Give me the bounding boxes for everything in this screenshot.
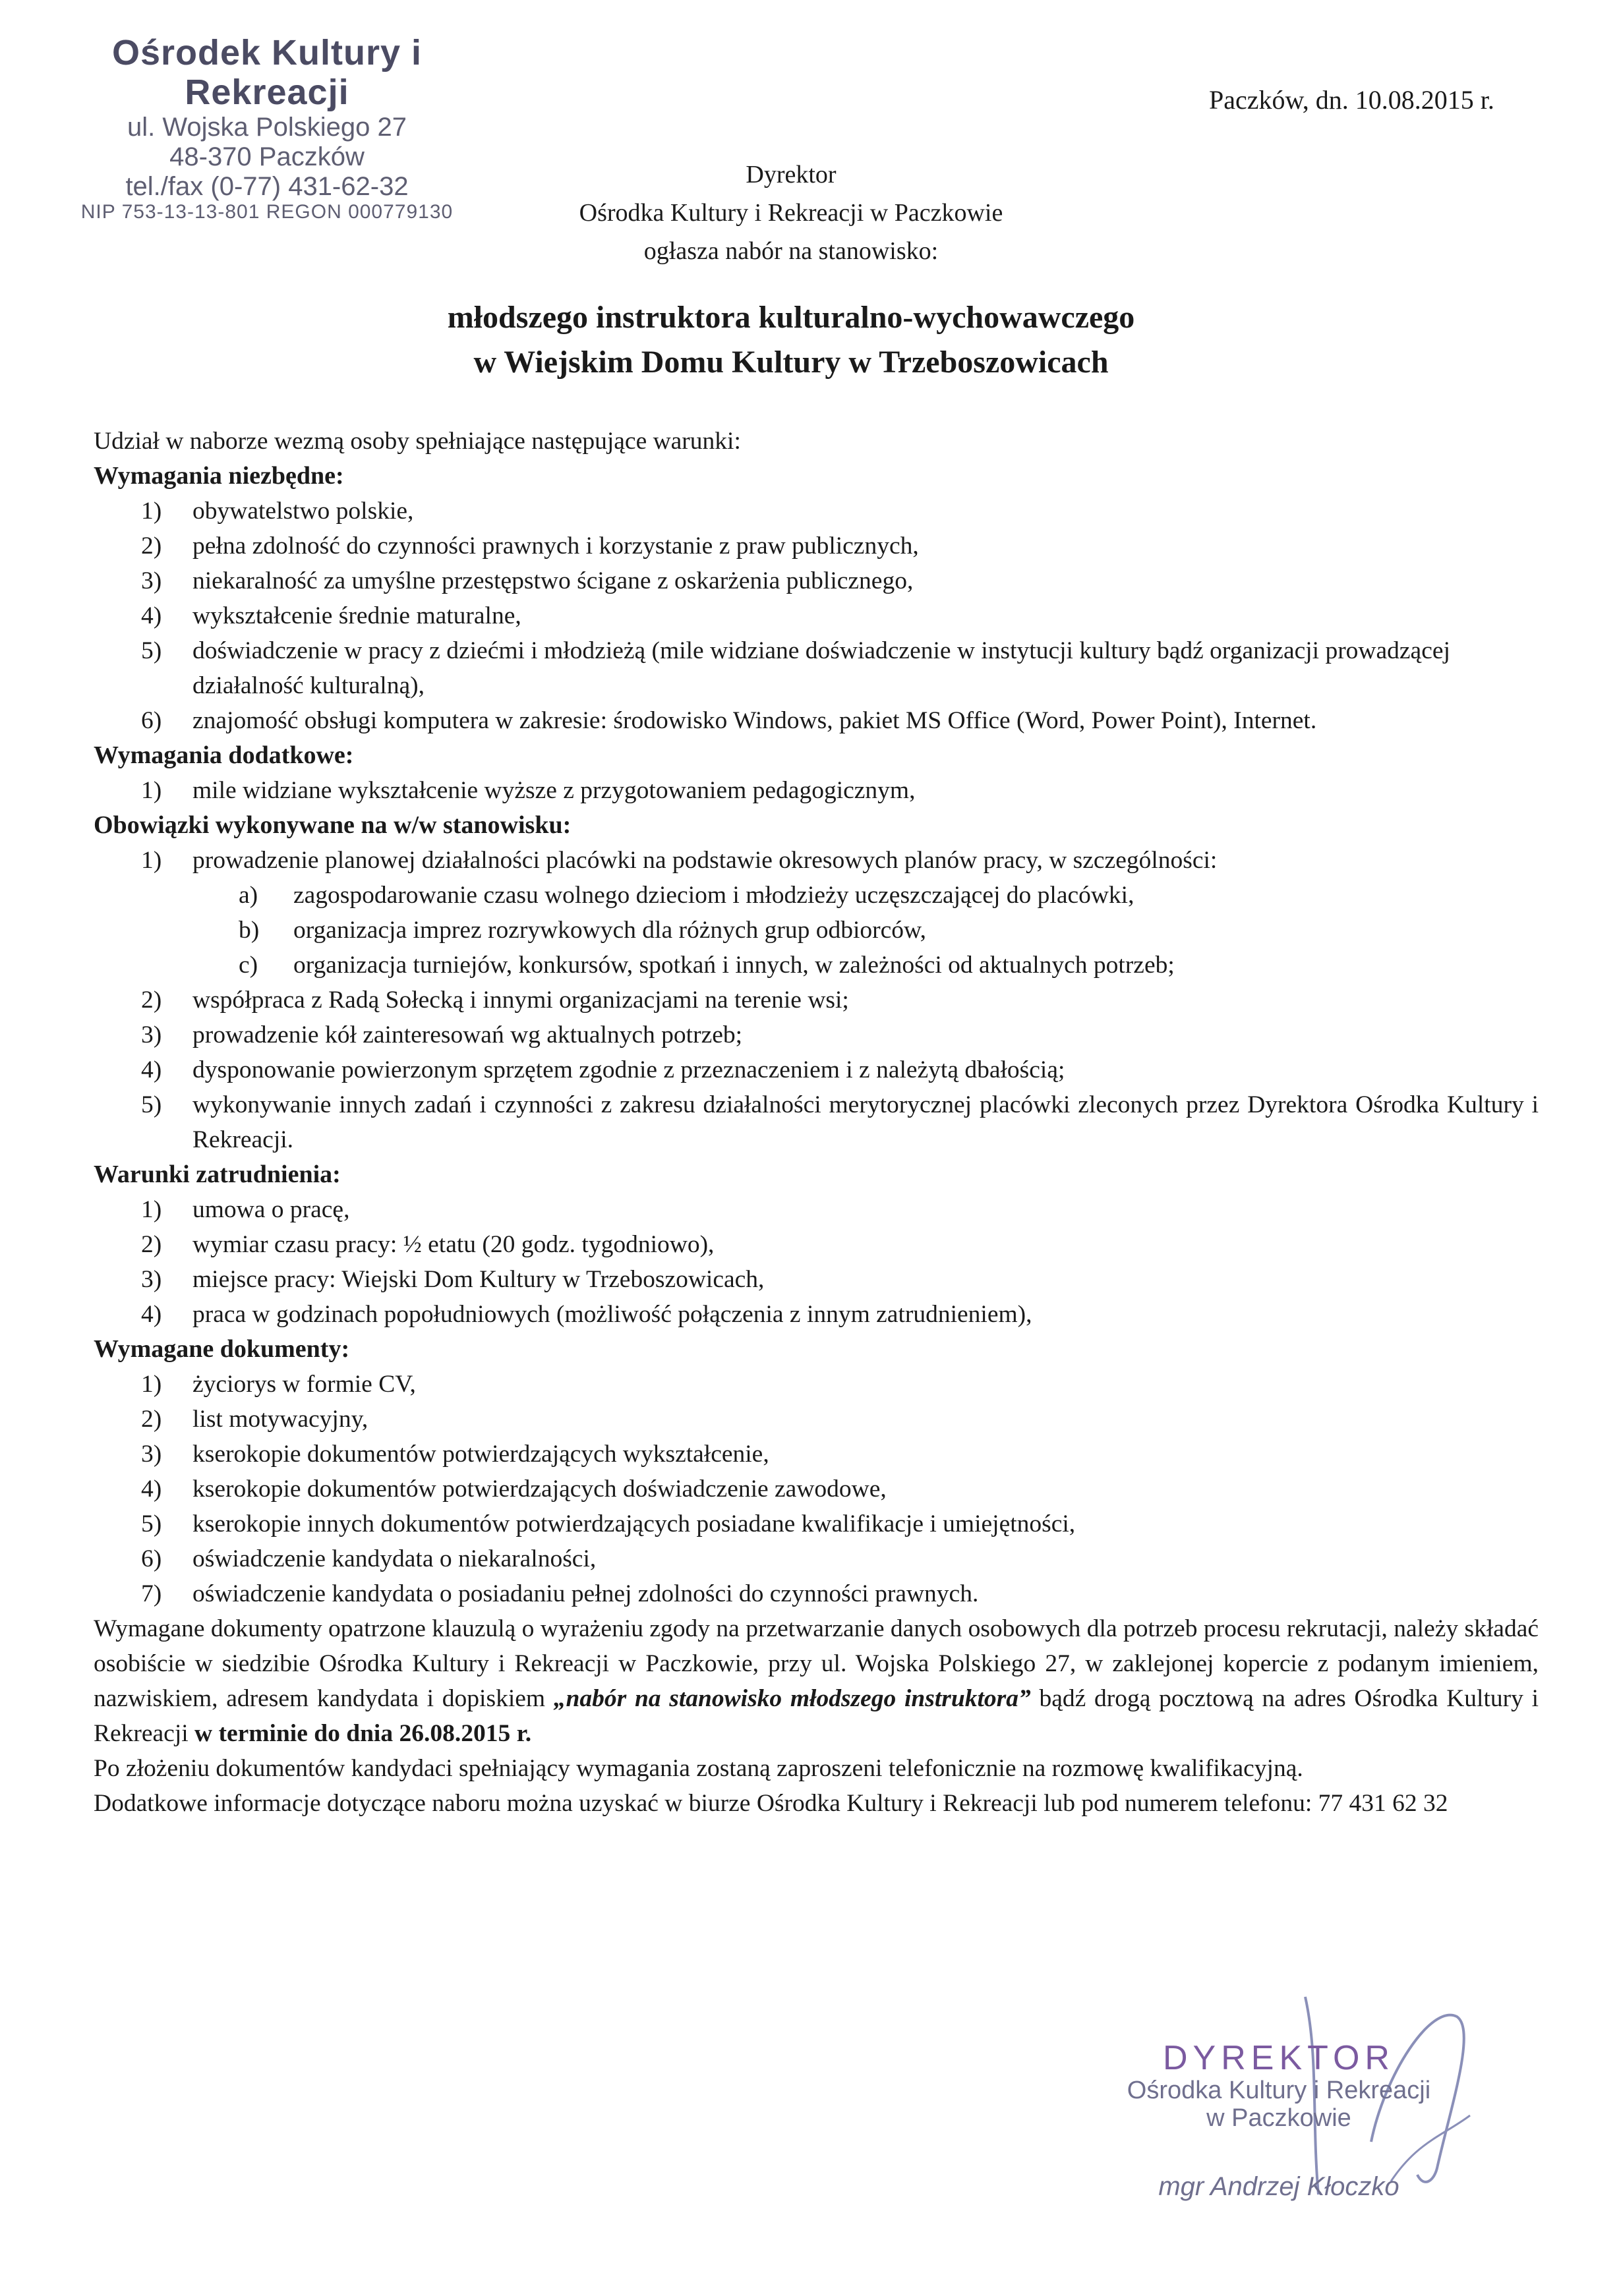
director-name: mgr Andrzej Kłoczko — [1158, 2171, 1399, 2201]
item-number: 2) — [141, 987, 162, 1014]
item-number: 3) — [141, 1441, 162, 1468]
list-item — [94, 1297, 1539, 1332]
item-text: list motywacyjny, — [192, 1406, 368, 1433]
item-number: 4) — [141, 1056, 162, 1083]
item-text: miejsce pracy: Wiejski Dom Kultury w Trzeboszowicach, — [192, 1266, 765, 1293]
item-number: 6) — [141, 707, 162, 734]
subitem-letter: c) — [239, 952, 258, 979]
required-list — [94, 494, 1539, 738]
list-item — [94, 773, 1539, 808]
duties-list-continued — [94, 983, 1539, 1157]
item-number: 3) — [141, 1021, 162, 1048]
subitem-text: organizacja turniejów, konkursów, spotkań i innych, w zależności od aktualnych potrzeb; — [293, 952, 1175, 979]
document-date: Paczków, dn. 10.08.2015 r. — [1209, 85, 1494, 115]
stamp-role: DYREKTOR — [1163, 2039, 1395, 2077]
item-text: wykonywanie innych zadań i czynności z zakresu działalności merytorycznej placówki zleconych przez Dyrektora Ośrodka Kultury i Rekreacji. — [192, 1091, 1539, 1153]
item-text: współpraca z Radą Sołecką i innymi organizacjami na terenie wsi; — [192, 987, 849, 1014]
item-number: 1) — [141, 777, 162, 804]
item-number: 6) — [141, 1545, 162, 1572]
item-number: 1) — [141, 1371, 162, 1398]
submission-text-postal: bądź drogą pocztową na adres Ośrodka Kultury i Rekreacji — [94, 1685, 1539, 1747]
stamp-postal: 48-370 Paczków — [169, 142, 365, 171]
item-number: 5) — [141, 637, 162, 664]
item-number: 7) — [141, 1580, 162, 1607]
stamp-street: ul. Wojska Polskiego 27 — [127, 112, 407, 142]
position-title-line-2: w Wiejskim Domu Kultury w Trzeboszowicach — [473, 345, 1109, 380]
item-number: 4) — [141, 1476, 162, 1503]
lead-sentence: Udział w naborze wezmą osoby spełniające następujące warunki: — [94, 428, 741, 455]
list-item — [94, 1227, 1539, 1262]
list-item — [94, 598, 1539, 633]
item-number: 4) — [141, 602, 162, 629]
item-number: 2) — [141, 532, 162, 560]
item-text: znajomość obsługi komputera w zakresie: środowisko Windows, pakiet MS Office (Word, Power Point), Internet. — [192, 707, 1317, 734]
item-text: prowadzenie kół zainteresowań wg aktualnych potrzeb; — [192, 1021, 743, 1048]
deadline: w terminie do dnia 26.08.2015 r. — [194, 1720, 532, 1747]
item-text: pełna zdolność do czynności prawnych i korzystanie z praw publicznych, — [192, 532, 919, 560]
item-text: doświadczenie w pracy z dziećmi i młodzieżą (mile widziane doświadczenie w instytucji kultury bądź organizacji prowadzącej działalność kulturalną), — [192, 637, 1450, 699]
subitem-letter: a) — [239, 882, 258, 909]
item-number: 1) — [141, 1196, 162, 1223]
item-text: praca w godzinach popołudniowych (możliwość połączenia z innym zatrudnieniem), — [192, 1301, 1032, 1328]
item-number: 2) — [141, 1406, 162, 1433]
list-item — [94, 1576, 1539, 1611]
list-item — [94, 1507, 1539, 1541]
item-text: oświadczenie kandydata o niekaralności, — [192, 1545, 597, 1572]
document-body — [94, 424, 1539, 1821]
duties-list — [94, 843, 1539, 878]
list-item — [94, 1052, 1539, 1087]
item-text: oświadczenie kandydata o posiadaniu pełnej zdolności do czynności prawnych. — [192, 1580, 979, 1607]
interview-paragraph: Po złożeniu dokumentów kandydaci spełniający wymagania zostaną zaproszeni telefonicznie na rozmowę kwalifikacyjną. — [94, 1755, 1303, 1782]
submission-text: Wymagane dokumenty opatrzone klauzulą o wyrażeniu zgody na przetwarzanie danych osobowych dla potrzeb procesu rekrutacji, należy składać osobiście w siedzibie Ośrodka Kultury i Rekreacji w Paczkowie, przy ul. Wojska Polskiego 27, w zaklejonej kopercie z podanym imieniem, nazwiskiem, adresem kandydata i dopiskiem — [94, 1615, 1539, 1712]
intro-block — [396, 156, 1187, 270]
intro-line-3: ogłasza nabór na stanowisko: — [643, 237, 939, 265]
list-item — [94, 983, 1539, 1018]
list-item — [94, 1437, 1539, 1472]
director-stamp — [1042, 2040, 1516, 2201]
sublist-item — [94, 913, 1539, 948]
envelope-note: „nabór na stanowisko młodszego instruktora” — [553, 1685, 1031, 1712]
list-item — [94, 494, 1539, 529]
list-item — [94, 843, 1539, 878]
intro-line-1: Dyrektor — [746, 161, 837, 188]
section-title-required: Wymagania niezbędne: — [94, 462, 344, 490]
section-title-additional: Wymagania dodatkowe: — [94, 741, 354, 769]
list-item — [94, 1541, 1539, 1576]
item-number: 5) — [141, 1091, 162, 1118]
sublist-item — [94, 878, 1539, 913]
stamp-org-name: Ośrodek Kultury i Rekreacji — [111, 33, 423, 113]
list-item — [94, 633, 1539, 703]
terms-list — [94, 1192, 1539, 1332]
list-item — [94, 1018, 1539, 1052]
item-number: 5) — [141, 1510, 162, 1537]
position-title — [198, 295, 1384, 385]
stamp-phone: tel./fax (0-77) 431-62-32 — [125, 171, 409, 201]
item-number: 3) — [141, 1266, 162, 1293]
submission-paragraph — [94, 1611, 1539, 1751]
item-number: 2) — [141, 1231, 162, 1258]
item-text: mile widziane wykształcenie wyższe z przygotowaniem pedagogicznym, — [192, 777, 916, 804]
section-title-duties: Obowiązki wykonywane na w/w stanowisku: — [94, 811, 572, 839]
item-number: 1) — [141, 498, 162, 525]
position-title-line-1: młodszego instruktora kulturalno-wychowawczego — [447, 300, 1135, 335]
item-text: wymiar czasu pracy: ½ etatu (20 godz. tygodniowo), — [192, 1231, 715, 1258]
subitem-letter: b) — [239, 917, 260, 944]
item-number: 4) — [141, 1301, 162, 1328]
list-item — [94, 1367, 1539, 1402]
item-text: wykształcenie średnie maturalne, — [192, 602, 521, 629]
list-item — [94, 1262, 1539, 1297]
list-item — [94, 703, 1539, 738]
list-item — [94, 1192, 1539, 1227]
item-text: niekaralność za umyślne przestępstwo ścigane z oskarżenia publicznego, — [192, 567, 914, 594]
list-item — [94, 1087, 1539, 1157]
additional-list — [94, 773, 1539, 808]
documents-list — [94, 1367, 1539, 1611]
subitem-text: organizacja imprez rozrywkowych dla różnych grup odbiorców, — [293, 917, 927, 944]
stamp-institution: Ośrodka Kultury i Rekreacji — [1127, 2077, 1431, 2105]
item-number: 1) — [141, 847, 162, 874]
item-text: kserokopie dokumentów potwierdzających wykształcenie, — [192, 1441, 769, 1468]
subitem-text: zagospodarowanie czasu wolnego dzieciom i młodzieży uczęszczającej do placówki, — [293, 882, 1134, 909]
list-item — [94, 1402, 1539, 1437]
item-text: kserokopie innych dokumentów potwierdzających posiadane kwalifikacje i umiejętności, — [192, 1510, 1076, 1537]
list-item — [94, 563, 1539, 598]
section-title-terms: Warunki zatrudnienia: — [94, 1161, 341, 1188]
contact-paragraph: Dodatkowe informacje dotyczące naboru można uzyskać w biurze Ośrodka Kultury i Rekreacji lub pod numerem telefonu: 77 431 62 32 — [94, 1790, 1448, 1817]
list-item — [94, 529, 1539, 563]
intro-line-2: Ośrodka Kultury i Rekreacji w Paczkowie — [579, 199, 1003, 227]
stamp-location: w Paczkowie — [1206, 2104, 1351, 2132]
section-title-documents: Wymagane dokumenty: — [94, 1335, 350, 1363]
list-item — [94, 1472, 1539, 1507]
sublist-item — [94, 948, 1539, 983]
duties-sublist — [94, 878, 1539, 983]
item-text: życiorys w formie CV, — [192, 1371, 416, 1398]
item-text: umowa o pracę, — [192, 1196, 350, 1223]
stamp-ids: NIP 753-13-13-801 REGON 000779130 — [80, 201, 454, 223]
item-text: obywatelstwo polskie, — [192, 498, 414, 525]
item-number: 3) — [141, 567, 162, 594]
item-text: dysponowanie powierzonym sprzętem zgodnie z przeznaczeniem i z należytą dbałością; — [192, 1056, 1065, 1083]
item-text: kserokopie dokumentów potwierdzających doświadczenie zawodowe, — [192, 1476, 887, 1503]
item-text: prowadzenie planowej działalności placówki na podstawie okresowych planów pracy, w szczególności: — [192, 847, 1218, 874]
